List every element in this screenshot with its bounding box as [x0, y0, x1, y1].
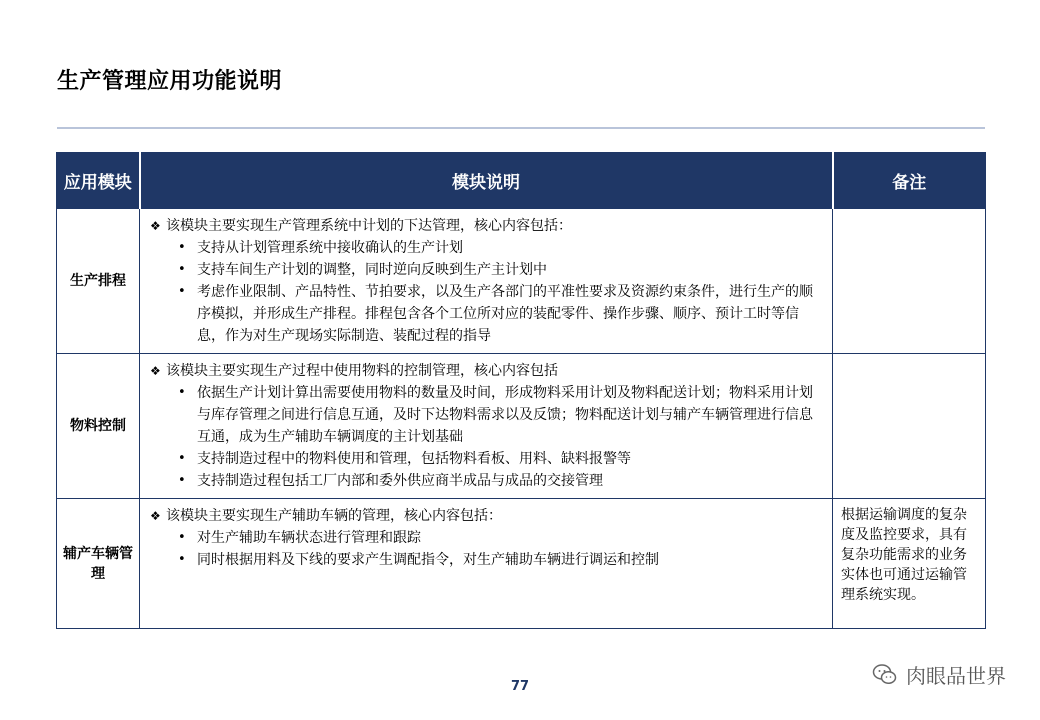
module-note [833, 209, 986, 354]
intro-text: 该模块主要实现生产过程中使用物料的控制管理，核心内容包括 [166, 363, 558, 379]
page-number: 77 [510, 679, 530, 694]
list-item: • 同时根据用料及下线的要求产生调配指令，对生产辅助车辆进行调运和控制 [178, 549, 822, 571]
wechat-icon [872, 662, 898, 688]
header-description: 模块说明 [140, 153, 833, 209]
table-row [57, 209, 986, 354]
module-note [833, 354, 986, 499]
bullet-list [150, 237, 822, 347]
bullet-list [150, 527, 822, 571]
intro-text: 该模块主要实现生产辅助车辆的管理，核心内容包括： [166, 508, 502, 524]
table-header-row [57, 153, 986, 209]
list-item: • 支持车间生产计划的调整，同时逆向反映到生产主计划中 [178, 259, 822, 281]
module-description [140, 499, 833, 629]
module-name: 物料控制 [57, 354, 140, 499]
watermark [872, 660, 1006, 689]
module-note: 根据运输调度的复杂度及监控要求，具有复杂功能需求的业务实体也可通过运输管理系统实现。 [833, 499, 986, 629]
list-item: • 支持从计划管理系统中接收确认的生产计划 [178, 237, 822, 259]
list-item: • 考虑作业限制、产品特性、节拍要求，以及生产各部门的平准性要求及资源约束条件，进行生产的顺序模拟，并形成生产排程。排程包含各个工位所对应的装配零件、操作步骤、顺序、预计工时等信息，作为对生产现场实际制造、装配过程的指导 [178, 281, 822, 347]
diamond-bullet-icon: ❖ [150, 219, 161, 233]
header-module: 应用模块 [57, 153, 140, 209]
list-item: • 支持制造过程包括工厂内部和委外供应商半成品与成品的交接管理 [178, 470, 822, 492]
diamond-bullet-icon: ❖ [150, 364, 161, 378]
table-row [57, 354, 986, 499]
bullet-list [150, 382, 822, 492]
module-description [140, 209, 833, 354]
module-name: 生产排程 [57, 209, 140, 354]
intro-text: 该模块主要实现生产管理系统中计划的下达管理，核心内容包括： [166, 218, 572, 234]
module-name: 辅产车辆管理 [57, 499, 140, 629]
description-intro [150, 215, 822, 237]
module-description [140, 354, 833, 499]
description-intro [150, 360, 822, 382]
title-divider [57, 127, 985, 129]
description-intro [150, 505, 822, 527]
watermark-text: 肉眼品世界 [906, 664, 1006, 688]
module-table [56, 152, 986, 629]
list-item: • 依据生产计划计算出需要使用物料的数量及时间，形成物料采用计划及物料配送计划；物料采用计划与库存管理之间进行信息互通，及时下达物料需求以及反馈；物料配送计划与辅产车辆管理进行信息互通，成为生产辅助车辆调度的主计划基础 [178, 382, 822, 448]
list-item: • 支持制造过程中的物料使用和管理，包括物料看板、用料、缺料报警等 [178, 448, 822, 470]
table-row [57, 499, 986, 629]
diamond-bullet-icon: ❖ [150, 509, 161, 523]
header-note: 备注 [833, 153, 986, 209]
page-title: 生产管理应用功能说明 [57, 69, 283, 94]
list-item: • 对生产辅助车辆状态进行管理和跟踪 [178, 527, 822, 549]
